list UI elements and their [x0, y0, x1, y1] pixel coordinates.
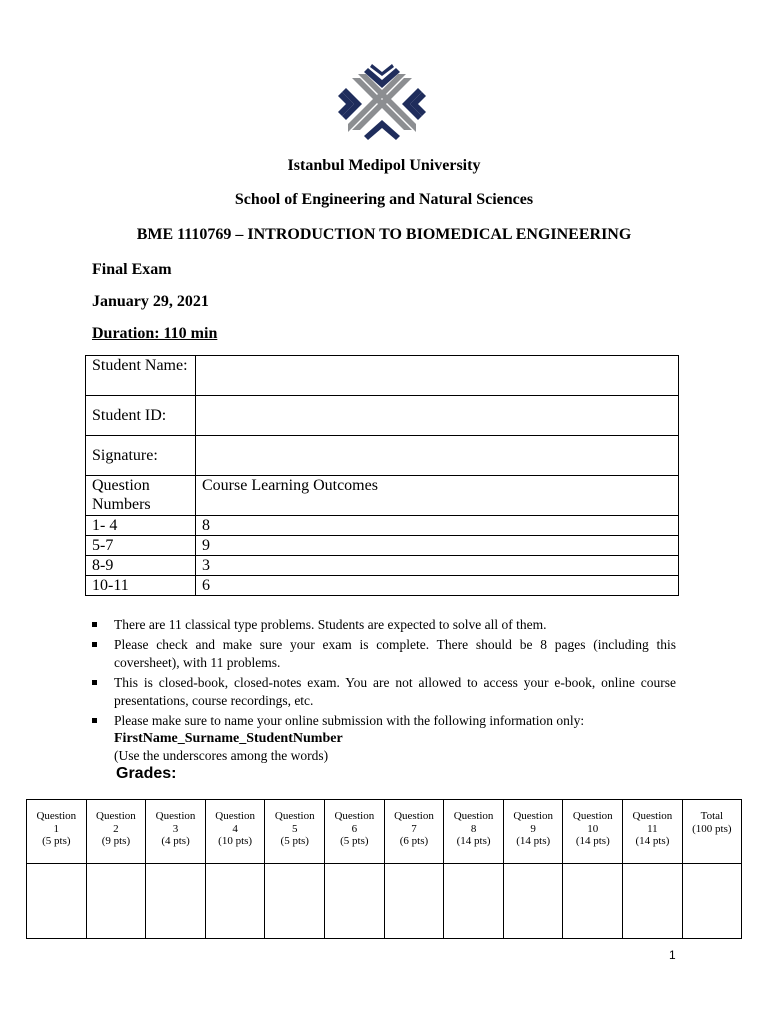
grade-cell[interactable] [205, 864, 265, 939]
grade-header-q10: Question 10 (14 pts) [563, 800, 623, 864]
grade-cell[interactable] [384, 864, 444, 939]
grade-cell[interactable] [623, 864, 683, 939]
grade-header-q1: Question 1 (5 pts) [27, 800, 87, 864]
grade-header-q11: Question 11 (14 pts) [623, 800, 683, 864]
filename-note: (Use the underscores among the words) [114, 748, 329, 763]
grade-cell[interactable] [27, 864, 87, 939]
bullet-icon [92, 718, 97, 723]
school-name: School of Engineering and Natural Sciences [234, 191, 534, 208]
bullet-icon [92, 622, 97, 627]
outcome-value-cell: 8 [196, 516, 679, 536]
student-info-table [85, 355, 679, 596]
instruction-item: Please make sure to name your online submission with the following information only: [92, 712, 676, 730]
grade-cell[interactable] [563, 864, 623, 939]
learning-outcomes-header: Course Learning Outcomes [196, 476, 679, 516]
student-id-field[interactable] [196, 396, 679, 436]
outcome-question-cell: 10-11 [86, 576, 196, 596]
page-number: 1 [669, 948, 676, 962]
grade-header-q2: Question 2 (9 pts) [86, 800, 146, 864]
bullet-icon [92, 680, 97, 685]
grade-total-cell[interactable] [682, 864, 741, 939]
course-title: BME 1110769 – INTRODUCTION TO BIOMEDICAL ENGINEERING [136, 226, 632, 243]
outcome-value-cell: 3 [196, 556, 679, 576]
grades-table [26, 799, 742, 939]
instruction-item: Please check and make sure your exam is complete. There should be 8 pages (including this coversheet), with 11 problems. [92, 636, 676, 672]
grades-title: Grades: [116, 765, 177, 782]
instructions-list [92, 616, 676, 732]
outcome-question-cell: 8-9 [86, 556, 196, 576]
filename-format: FirstName_Surname_StudentNumber [114, 731, 343, 746]
grade-cell[interactable] [86, 864, 146, 939]
student-name-field[interactable] [196, 356, 679, 396]
signature-field[interactable] [196, 436, 679, 476]
instruction-item: This is closed-book, closed-notes exam. You are not allowed to access your e-book, online course presentations, course recordings, etc. [92, 674, 676, 710]
grade-header-q4: Question 4 (10 pts) [205, 800, 265, 864]
grade-cell[interactable] [503, 864, 563, 939]
student-name-label: Student Name: [86, 356, 196, 396]
grade-cell[interactable] [325, 864, 385, 939]
outcome-value-cell: 9 [196, 536, 679, 556]
outcome-question-cell: 5-7 [86, 536, 196, 556]
exam-title: Final Exam [92, 261, 172, 278]
grade-header-q9: Question 9 (14 pts) [503, 800, 563, 864]
grade-header-q6: Question 6 (5 pts) [325, 800, 385, 864]
grade-header-total: Total (100 pts) [682, 800, 741, 864]
signature-label: Signature: [86, 436, 196, 476]
grade-header-q8: Question 8 (14 pts) [444, 800, 504, 864]
grade-header-q7: Question 7 (6 pts) [384, 800, 444, 864]
student-id-label: Student ID: [86, 396, 196, 436]
grade-cell[interactable] [265, 864, 325, 939]
instruction-item: There are 11 classical type problems. Students are expected to solve all of them. [92, 616, 676, 634]
question-numbers-header: Question Numbers [86, 476, 196, 516]
university-name: Istanbul Medipol University [287, 157, 481, 174]
grade-cell[interactable] [146, 864, 206, 939]
grade-header-q3: Question 3 (4 pts) [146, 800, 206, 864]
grade-cell[interactable] [444, 864, 504, 939]
exam-duration: Duration: 110 min [92, 325, 218, 342]
exam-date: January 29, 2021 [92, 293, 209, 310]
bullet-icon [92, 642, 97, 647]
university-logo-icon [338, 64, 426, 144]
outcome-question-cell: 1- 4 [86, 516, 196, 536]
grade-header-q5: Question 5 (5 pts) [265, 800, 325, 864]
outcome-value-cell: 6 [196, 576, 679, 596]
